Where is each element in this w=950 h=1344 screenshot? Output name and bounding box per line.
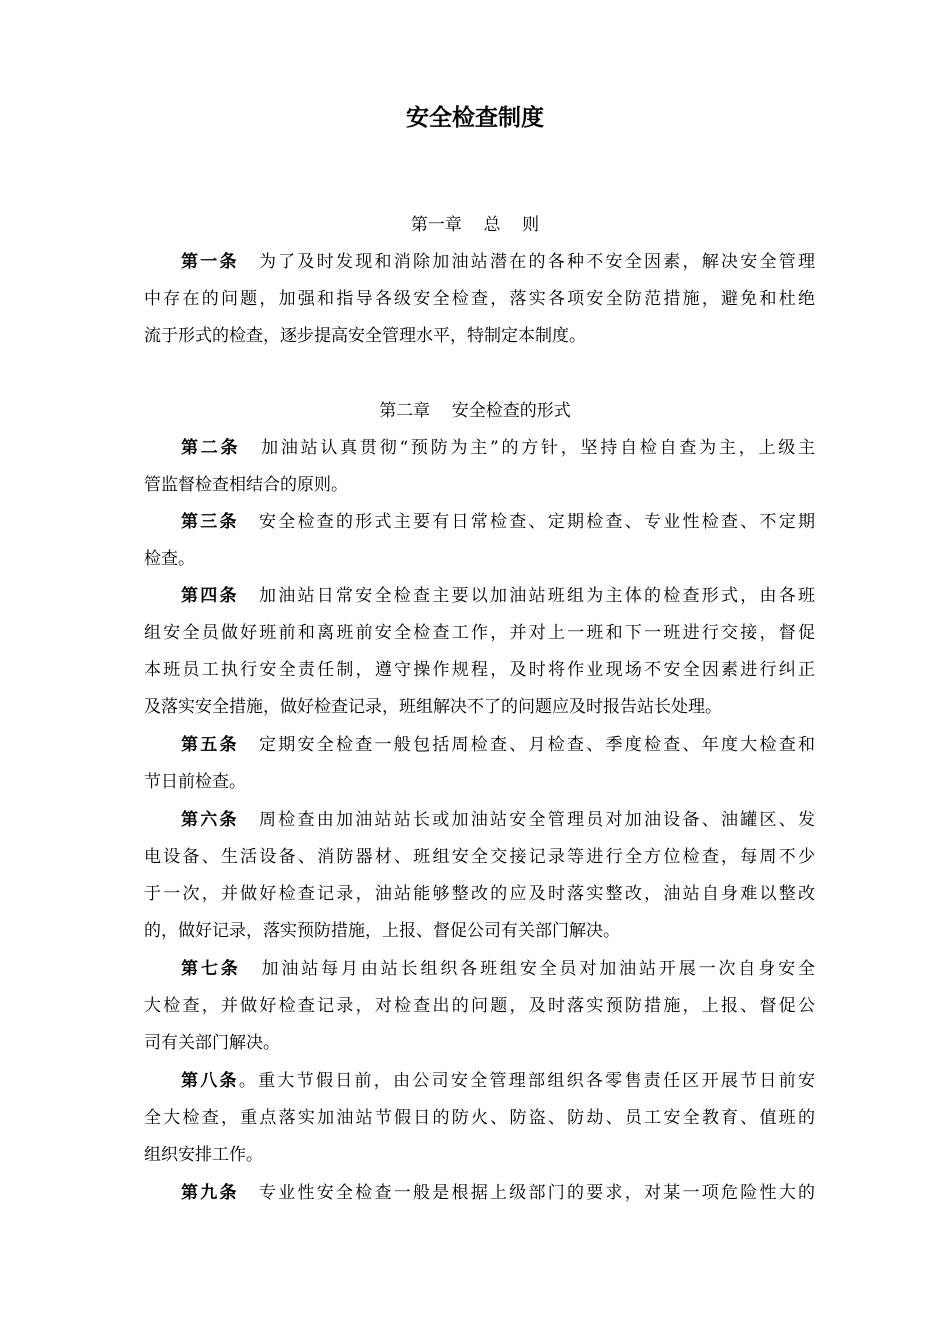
article-text: 加油站认真贯彻“预防为主”的方针，坚持自检自查为主，上级主 xyxy=(258,438,815,458)
article-text: 定期安全检查一般包括周检查、月检查、季度检查、年度大检查和 xyxy=(256,735,815,755)
article-text: 。重大节假日前，由公司安全管理部组织各零售责任区开展节日前安 xyxy=(238,1071,815,1091)
article-text: 加油站日常安全检查主要以加油站班组为主体的检查形式，由各班 xyxy=(256,586,815,606)
article-3 xyxy=(144,504,815,578)
article-line: 组安全员做好班前和离班前安全检查工作，并对上一班和下一班进行交接，督促 xyxy=(144,623,815,643)
article-label: 第三条 xyxy=(181,512,239,532)
article-5 xyxy=(144,727,815,801)
article-line: 大检查，并做好检查记录，对检查出的问题，及时落实预防措施，上报、督促公 xyxy=(144,996,815,1016)
chapter-heading-2: 第二章 安全检查的形式 xyxy=(379,401,571,421)
article-text: 专业性安全检查一般是根据上级部门的要求，对某一项危险性大的 xyxy=(256,1183,815,1203)
article-1 xyxy=(144,244,815,355)
article-4 xyxy=(144,578,815,726)
article-9 xyxy=(144,1175,815,1212)
article-8 xyxy=(144,1063,815,1174)
article-label: 第一条 xyxy=(181,252,239,272)
article-7 xyxy=(144,951,815,1062)
article-line: 组织安排工作。 xyxy=(144,1145,263,1165)
article-line xyxy=(144,802,815,839)
article-line: 节日前检查。 xyxy=(144,772,246,792)
article-label: 第七条 xyxy=(181,959,241,979)
article-line: 于一次，并做好检查记录，油站能够整改的应及时落实整改，油站自身难以整改 xyxy=(144,884,815,904)
document-title: 安全检查制度 xyxy=(406,105,544,131)
article-line: 司有关部门解决。 xyxy=(144,1033,280,1053)
article-line: 及落实安全措施，做好检查记录，班组解决不了的问题应及时报告站长处理。 xyxy=(144,697,722,717)
article-text: 安全检查的形式主要有日常检查、定期检查、专业性检查、不定期 xyxy=(256,512,815,532)
article-line: 流于形式的检查，逐步提高安全管理水平，特制定本制度。 xyxy=(144,326,586,346)
article-label: 第四条 xyxy=(181,586,239,606)
article-text: 加油站每月由站长组织各班组安全员对加油站开展一次自身安全 xyxy=(258,959,816,979)
article-label: 第九条 xyxy=(181,1183,239,1203)
article-line xyxy=(144,1063,815,1100)
article-line: 全大检查，重点落实加油站节假日的防火、防盗、防劫、员工安全教育、值班的 xyxy=(144,1108,815,1128)
article-line: 管监督检查相结合的原则。 xyxy=(144,475,348,495)
article-line: 检查。 xyxy=(144,549,195,569)
article-label: 第五条 xyxy=(181,735,239,755)
article-line: 的，做好记录，落实预防措施，上报、督促公司有关部门解决。 xyxy=(144,921,620,941)
chapter-heading-1: 第一章 总 则 xyxy=(410,215,540,235)
article-line xyxy=(144,244,815,281)
article-line: 电设备、生活设备、消防器材、班组安全交接记录等进行全方位检查，每周不少 xyxy=(144,847,815,867)
article-2 xyxy=(144,430,815,504)
article-line: 本班员工执行安全责任制，遵守操作规程，及时将作业现场不安全因素进行纠正 xyxy=(144,660,815,680)
article-6 xyxy=(144,802,815,950)
article-line xyxy=(144,1175,815,1212)
article-line xyxy=(144,430,815,467)
article-text: 为了及时发现和消除加油站潜在的各种不安全因素，解决安全管理 xyxy=(256,252,815,272)
article-text: 周检查由加油站站长或加油站安全管理员对加油设备、油罐区、发 xyxy=(256,810,815,830)
article-line xyxy=(144,727,815,764)
article-label: 第二条 xyxy=(181,438,241,458)
article-label: 第八条 xyxy=(181,1071,239,1091)
article-line xyxy=(144,578,815,615)
article-line xyxy=(144,951,815,988)
article-line xyxy=(144,504,815,541)
article-line: 中存在的问题，加强和指导各级安全检查，落实各项安全防范措施，避免和杜绝 xyxy=(144,289,815,309)
article-label: 第六条 xyxy=(181,810,239,830)
